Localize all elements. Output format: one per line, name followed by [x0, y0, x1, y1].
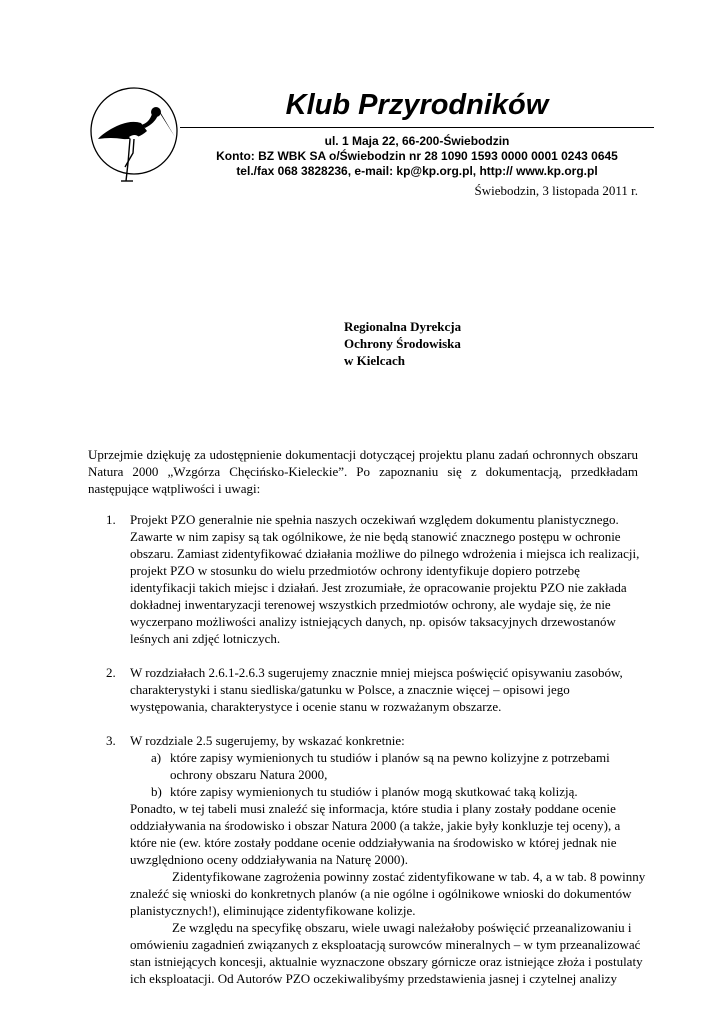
item-number: 3.	[106, 733, 116, 748]
item-paragraph: Ze względu na specyfikę obszaru, wiele uwagi należałoby poświęcić przeanalizowaniu i omówieniu zagadnień związanych z eksploatacją surowców mineralnych – w tym przeanalizować stan istniejących koncesji, aktualnie wyznaczone obszary górnicze oraz istniejące złoża i postulaty ich eksploatacji. Od Autorów PZO oczekiwalibyśmy przedstawienia jasnej i czytelnej analizy	[130, 920, 643, 986]
list-item	[106, 664, 646, 715]
item-paragraph: Zidentyfikowane zagrożenia powinny zostać zidentyfikowane w tab. 4, a w tab. 8 powinny znaleźć się wnioski do konkretnych planów (a nie ogólne i ogólnikowe wnioski do dokumentów planistycznych!), eliminujące zidentyfikowane kolizje.	[130, 869, 646, 918]
list-item	[106, 732, 646, 987]
item-lead: W rozdziale 2.5 sugerujemy, by wskazać konkretnie:	[130, 733, 405, 748]
contact-line: tel./fax 068 3828236, e-mail: kp@kp.org.pl, http:// www.kp.org.pl	[236, 164, 598, 178]
bank-account-line: Konto: BZ WBK SA o/Świebodzin nr 28 1090 1593 0000 0001 0243 0645	[216, 149, 618, 163]
sub-item-text: które zapisy wymienionych tu studiów i planów mogą skutkować taką kolizją.	[170, 784, 578, 799]
stork-logo	[89, 85, 179, 185]
recipient-line: w Kielcach	[344, 353, 406, 368]
address-line: ul. 1 Maja 22, 66-200-Świebodzin	[324, 134, 510, 148]
place-date: Świebodzin, 3 listopada 2011 r.	[474, 183, 638, 198]
remarks-list	[106, 511, 646, 1004]
sub-item-letter: b)	[151, 784, 162, 799]
recipient-line: Ochrony Środowiska	[344, 336, 461, 351]
item-number: 1.	[106, 512, 116, 527]
list-item	[106, 511, 646, 647]
item-text: W rozdziałach 2.6.1-2.6.3 sugerujemy znacznie mniej miejsca poświęcić opisywaniu zasobów, charakterystyki i stanu siedliska/gatunku w Polsce, a znacznie więcej – opisowi jego występowania, charakterystyce i ocenie stanu w rozważanym obszarze.	[130, 665, 623, 714]
item-text: Projekt PZO generalnie nie spełnia naszych oczekiwań względem dokumentu planistycznego. Zawarte w nim zapisy są tak ogólnikowe, że nie będą stanowić znacznego postępu w ochronie obszaru. Zamiast zidentyfikować działania możliwe do pilnego wdrożenia i miejsca ich realizacji, projekt PZO w stosunku do wielu przedmiotów ochrony identyfikuje dopiero potrzebę identyfikacji takich miejsc i działań. Jest zrozumiałe, że opracowanie projektu PZO nie zakłada dokładnej inwentaryzacji terenowej wszystkich przedmiotów ochrony, ale wydaje się, że nie wyczerpano możliwości analizy istniejących danych, np. opisów taksacyjnych drzewostanów leśnych ani zdjęć lotniczych.	[130, 512, 640, 646]
item-number: 2.	[106, 665, 116, 680]
intro-paragraph: Uprzejmie dziękuję za udostępnienie dokumentacji dotyczącej projektu planu zadań ochronnych obszaru Natura 2000 „Wzgórza Chęcińsko-Kieleckie”. Po zapoznaniu się z dokumentacją, przedkładam następujące wątpliwości i uwagi:	[88, 447, 638, 496]
sub-item	[130, 783, 646, 800]
item-paragraph: Ponadto, w tej tabeli musi znaleźć się informacja, które studia i plany zostały poddane ocenie oddziaływania na środowisko i obszar Natura 2000 (a także, jakie były konkluzje tej oceny), a które nie (ew. które zostały poddane ocenie oddziaływania na środowisko w której jednak nie uwzględniono oceny oddziaływania na Naturę 2000).	[130, 801, 621, 867]
organization-name: Klub Przyrodników	[285, 89, 549, 121]
header-rule	[180, 127, 654, 128]
sub-item	[130, 749, 646, 783]
sub-item-text: które zapisy wymienionych tu studiów i planów są na pewno kolizyjne z potrzebami ochrony obszaru Natura 2000,	[170, 750, 610, 782]
recipient-line: Regionalna Dyrekcja	[344, 319, 462, 334]
recipient-block	[344, 318, 461, 369]
sub-item-letter: a)	[151, 750, 162, 765]
